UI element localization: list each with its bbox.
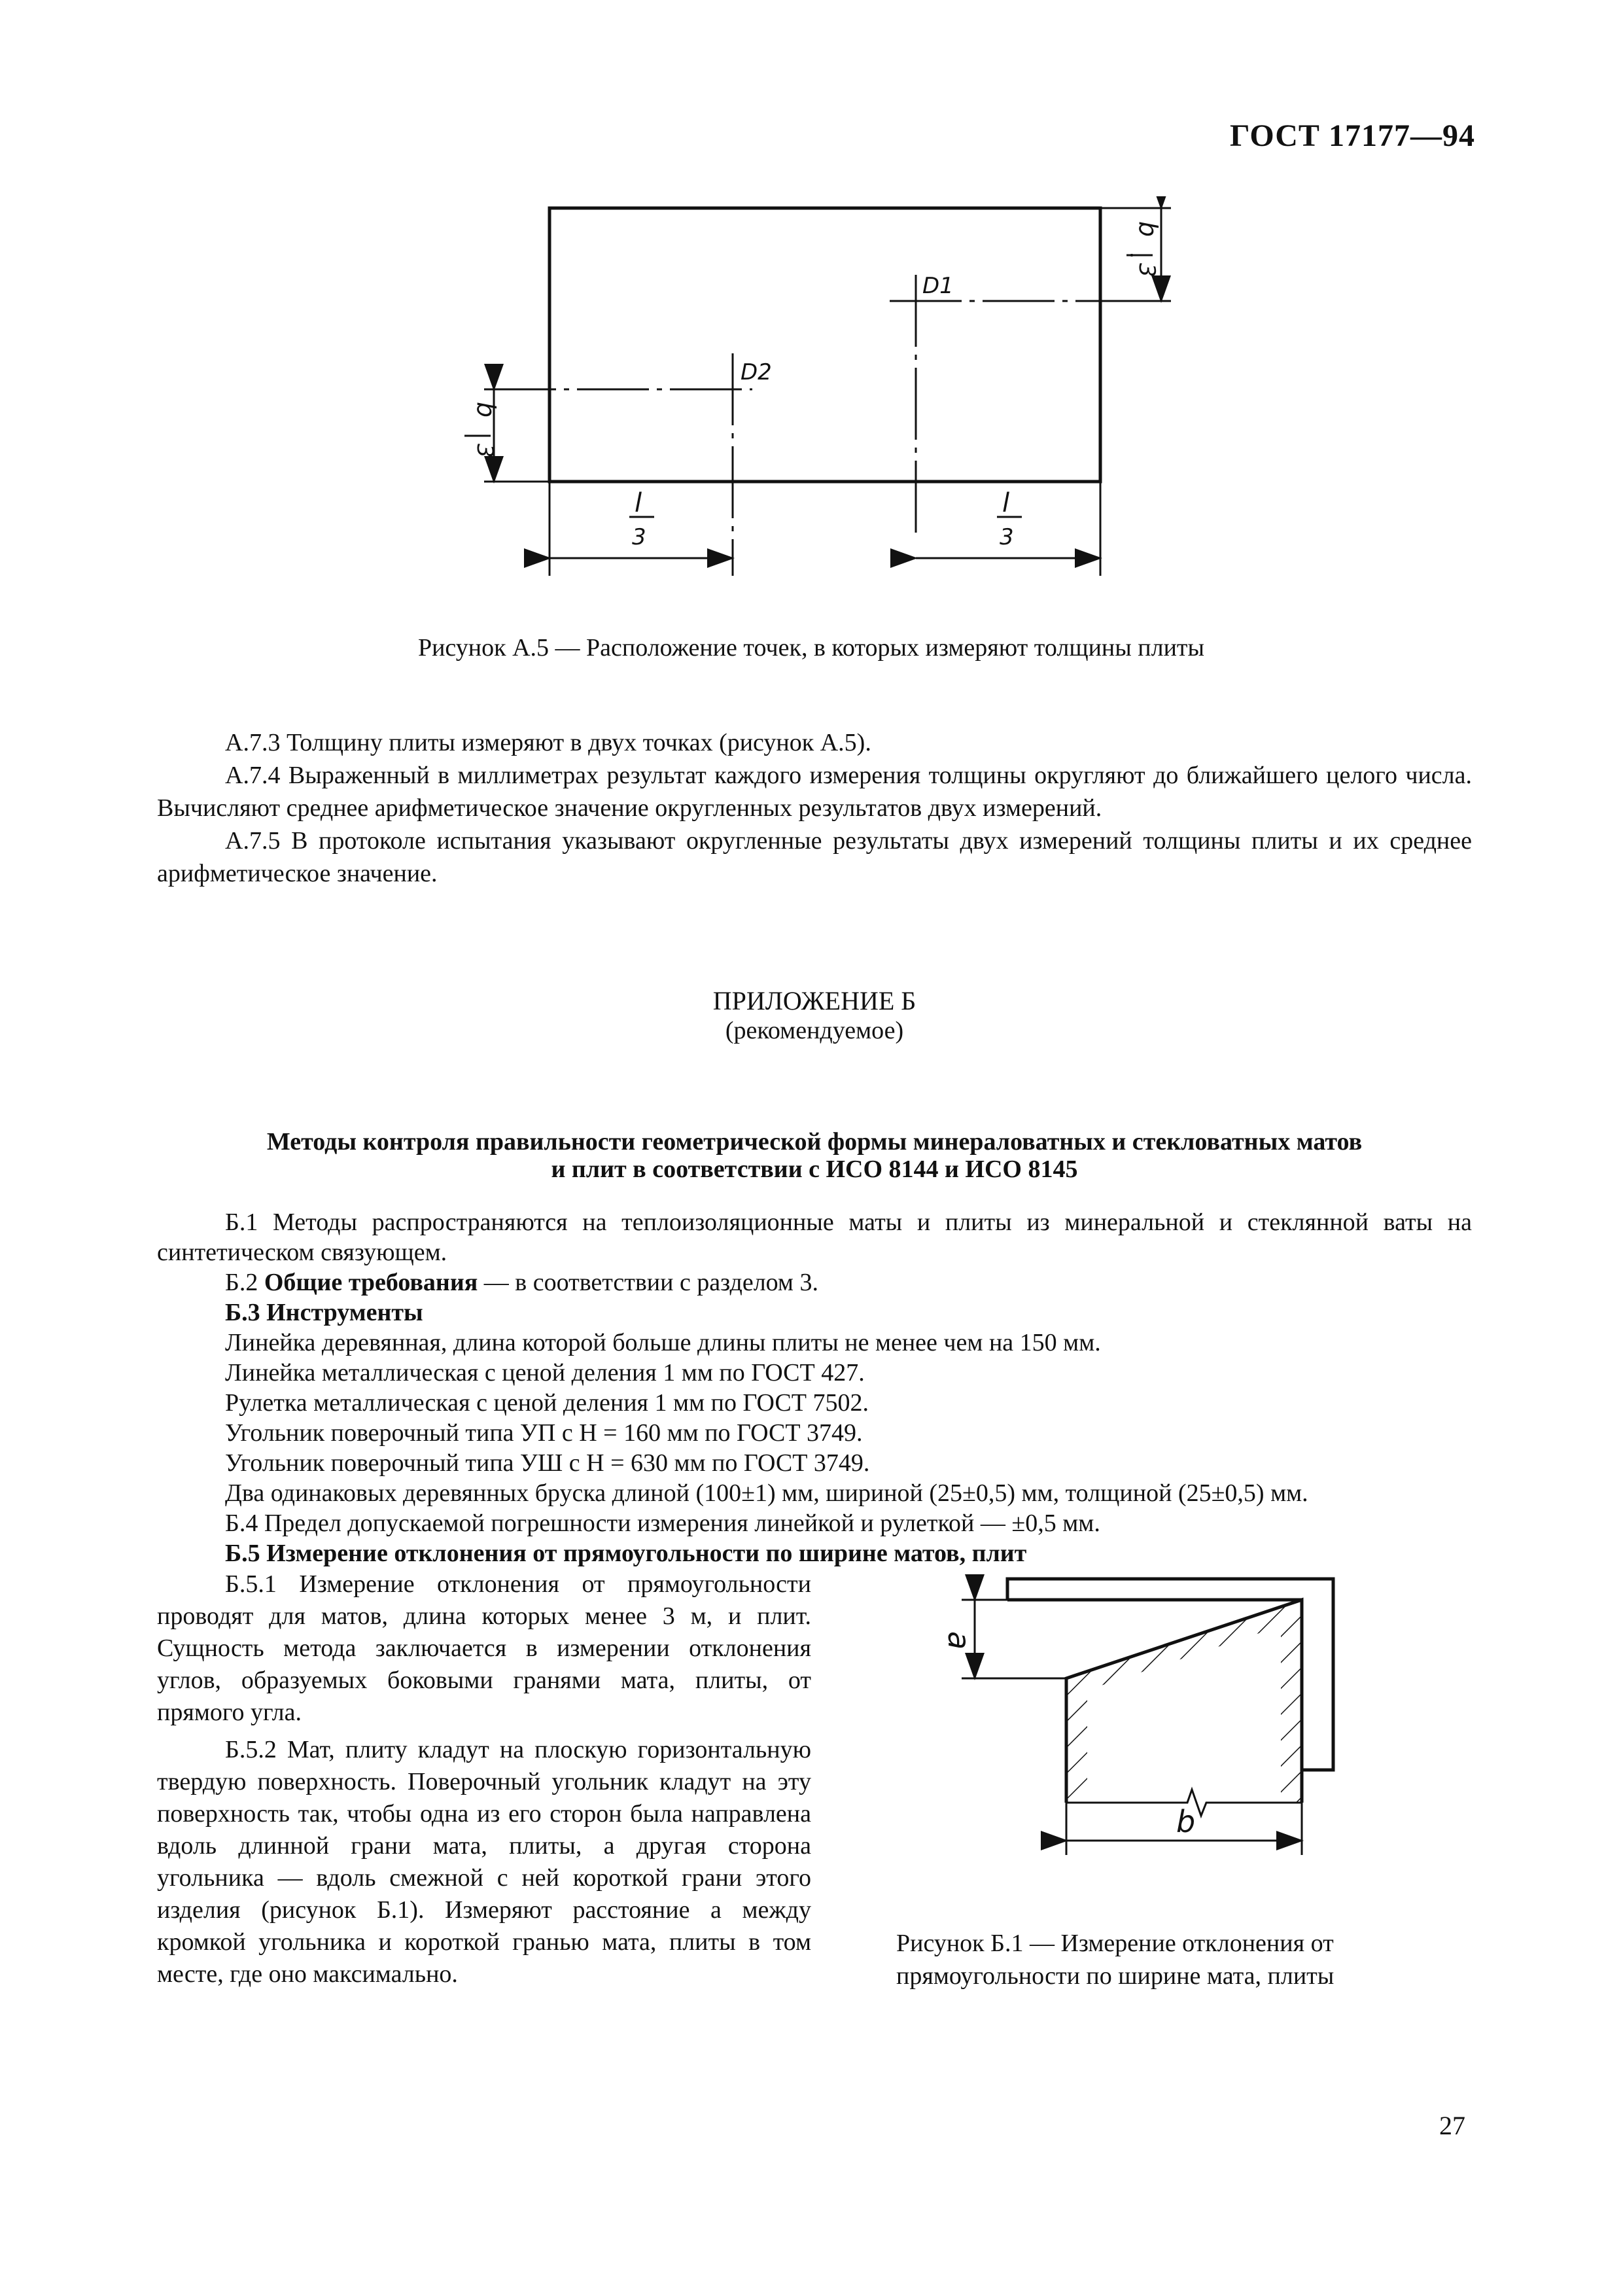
paragraph-b51: Б.5.1 Измерение отклонения от прямоугольности проводят для матов, длина которых менее 3 м, и плит. Сущность метода заключается в измерении отклонения углов, образуемых боковыми гранями мата, плиты, от прямого угла.	[157, 1570, 811, 1726]
paragraph-a75: А.7.5 В протоколе испытания указывают округленные результаты двух измерений толщины плиты и их среднее арифметическое значение.	[157, 827, 1472, 887]
left-three-label: 3	[632, 524, 646, 550]
b2-bold-title: Общие требования	[264, 1269, 478, 1296]
paragraph-b52: Б.5.2 Мат, плиту кладут на плоскую горизонтальную твердую поверхность. Поверочный угольник кладут на эту поверхность так, чтобы одна из его сторон была направлена вдоль длинной грани мата, плиты, а другая сторона угольника — вдоль смежной с ней короткой грани этого изделия (рисунок Б.1). Измеряют расстояние а между кромкой угольника и короткой гранью мата, плиты в том месте, где оно максимально.	[157, 1736, 811, 1988]
right-three-vertical: 3	[1134, 263, 1160, 277]
appendix-title: ПРИЛОЖЕНИЕ Б	[712, 986, 916, 1016]
appendix-heading-line1: Методы контроля правильности геометрической формы минераловатных и стекловатных матов	[266, 1128, 1363, 1156]
right-l-label: l	[1002, 488, 1010, 518]
paragraph-a74: А.7.4 Выраженный в миллиметрах результат каждого измерения толщины округляют до ближайшего целого числа. Вычисляют среднее арифметическое значение округленных результатов двух измерений.	[157, 762, 1472, 822]
tool-item-1: Линейка деревянная, длина которой больше длины плиты не менее чем на 150 мм.	[225, 1329, 1101, 1356]
paragraph-b2	[225, 1267, 1468, 1298]
d2-label: D2	[741, 359, 772, 385]
tool-item-2: Линейка металлическая с ценой деления 1 мм по ГОСТ 427.	[225, 1359, 865, 1386]
b2-rest: — в соответствии с разделом 3.	[478, 1269, 818, 1296]
plate-hatched-edge	[1066, 1600, 1302, 1803]
tool-item-4: Угольник поверочный типа УП с H = 160 мм по ГОСТ 3749.	[225, 1419, 863, 1447]
page-number: 27	[1439, 2111, 1465, 2140]
heading-b5: Б.5 Измерение отклонения от прямоугольности по ширине матов, плит	[225, 1540, 1027, 1567]
heading-b3: Б.3 Инструменты	[225, 1299, 423, 1326]
paragraph-b4: Б.4 Предел допускаемой погрешности измерения линейкой и рулеткой — ±0,5 мм.	[225, 1510, 1100, 1537]
document-number: ГОСТ 17177—94	[1230, 118, 1475, 153]
tool-item-6: Два одинаковых деревянных бруска длиной (100±1) мм, шириной (25±0,5) мм, толщиной (25±0,5) мм.	[225, 1479, 1308, 1507]
figure-b1-caption-line1: Рисунок Б.1 — Измерение отклонения от	[896, 1930, 1334, 1957]
paragraph-a73: А.7.3 Толщину плиты измеряют в двух точках (рисунок А.5).	[225, 729, 871, 756]
left-three-vertical: 3	[472, 444, 498, 458]
b2-number: Б.2	[225, 1269, 258, 1296]
figure-a5-caption: Рисунок А.5 — Расположение точек, в которых измеряют толщины плиты	[417, 634, 1205, 662]
appendix-heading-line2: и плит в соответствии с ИСО 8144 и ИСО 8145	[551, 1156, 1078, 1183]
left-l-label: l	[635, 488, 642, 518]
plate-outline	[550, 208, 1100, 482]
right-b-label: b	[1134, 221, 1162, 238]
figure-b1-caption-line2: прямоугольности по ширине мата, плиты	[896, 1962, 1335, 1990]
d1-label: D1	[922, 273, 954, 299]
paragraph-b1: Б.1 Методы распространяются на теплоизоляционные маты и плиты из минеральной и стеклянной ваты на синтетическом связующем.	[157, 1209, 1472, 1266]
b-label: b	[1176, 1804, 1196, 1839]
tool-item-3: Рулетка металлическая с ценой деления 1 мм по ГОСТ 7502.	[225, 1389, 869, 1417]
tool-item-5: Угольник поверочный типа УШ с H = 630 мм по ГОСТ 3749.	[225, 1449, 870, 1477]
left-b-label: b	[472, 402, 500, 418]
appendix-subtitle: (рекомендуемое)	[725, 1017, 904, 1044]
a-label: a	[941, 1631, 977, 1650]
figure-a5-drawing	[458, 196, 1210, 615]
figure-b1-drawing	[909, 1567, 1393, 1907]
right-three-label: 3	[1000, 524, 1014, 550]
